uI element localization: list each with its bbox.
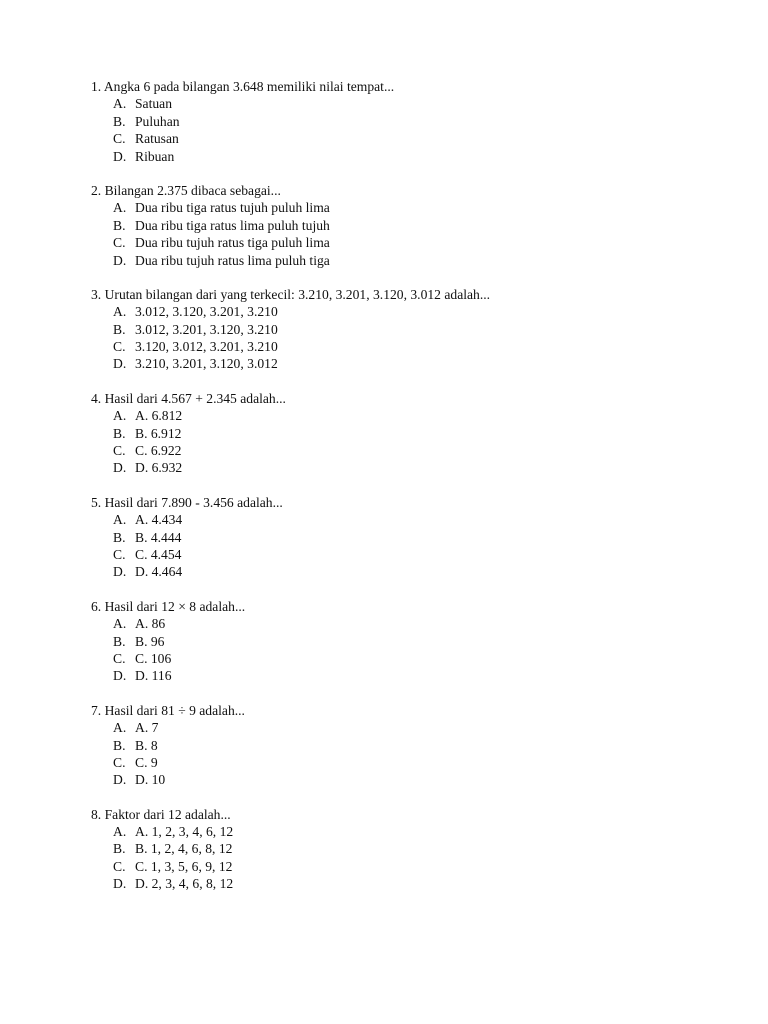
option-letter: D.	[113, 148, 127, 164]
option-text: D. 2, 3, 4, 6, 8, 12	[135, 876, 234, 892]
option-letter: B.	[113, 841, 126, 857]
question-text: 7. Hasil dari 81 ÷ 9 adalah...	[91, 702, 245, 718]
option-letter: C.	[113, 235, 126, 251]
option-list	[91, 407, 731, 477]
option-text: Ribuan	[135, 148, 175, 164]
answer-option	[91, 148, 731, 165]
answer-option	[91, 303, 731, 320]
option-list	[91, 95, 731, 165]
answer-option	[91, 529, 731, 546]
option-text: D. 6.932	[135, 460, 183, 476]
answer-option	[91, 719, 731, 736]
option-text: A. 7	[135, 720, 159, 736]
option-letter: D.	[113, 252, 127, 268]
question-block	[91, 494, 731, 581]
question-text: 3. Urutan bilangan dari yang terkecil: 3.210, 3.201, 3.120, 3.012 adalah...	[91, 286, 491, 302]
question-text: 6. Hasil dari 12 × 8 adalah...	[91, 598, 246, 614]
option-text: C. 4.454	[135, 546, 182, 562]
answer-option	[91, 546, 731, 563]
option-text: C. 6.922	[135, 443, 182, 459]
answer-option	[91, 858, 731, 875]
question-block	[91, 286, 731, 373]
option-text: 3.120, 3.012, 3.201, 3.210	[135, 339, 278, 355]
question-text: 1. Angka 6 pada bilangan 3.648 memiliki nilai tempat...	[91, 79, 395, 94]
question-block	[91, 78, 731, 165]
option-list	[91, 719, 731, 789]
option-letter: A.	[113, 96, 127, 112]
option-letter: D.	[113, 460, 127, 476]
answer-option	[91, 355, 731, 372]
answer-option	[91, 234, 731, 251]
option-text: D. 10	[135, 772, 166, 788]
answer-option	[91, 338, 731, 355]
option-list	[91, 303, 731, 373]
option-text: C. 1, 3, 5, 6, 9, 12	[135, 858, 233, 874]
answer-option	[91, 840, 731, 857]
option-letter: C.	[113, 546, 126, 562]
option-letter: A.	[113, 200, 127, 216]
option-text: B. 96	[135, 633, 165, 649]
option-text: A. 4.434	[135, 512, 183, 528]
option-text: A. 6.812	[135, 408, 183, 424]
answer-option	[91, 95, 731, 112]
answer-option	[91, 199, 731, 216]
question-block	[91, 598, 731, 685]
option-text: B. 6.912	[135, 425, 182, 441]
question-text: 4. Hasil dari 4.567 + 2.345 adalah...	[91, 390, 286, 406]
option-letter: A.	[113, 512, 127, 528]
answer-option	[91, 650, 731, 667]
option-text: C. 9	[135, 754, 158, 770]
option-text: B. 4.444	[135, 529, 182, 545]
option-letter: C.	[113, 650, 126, 666]
option-letter: D.	[113, 772, 127, 788]
option-text: Puluhan	[135, 113, 180, 129]
answer-option	[91, 459, 731, 476]
answer-option	[91, 667, 731, 684]
option-text: 3.012, 3.201, 3.120, 3.210	[135, 321, 278, 337]
option-text: Ratusan	[135, 131, 179, 147]
answer-option	[91, 217, 731, 234]
option-list	[91, 615, 731, 685]
option-text: Dua ribu tujuh ratus lima puluh tiga	[135, 252, 330, 268]
answer-option	[91, 823, 731, 840]
question-text: 5. Hasil dari 7.890 - 3.456 adalah...	[91, 494, 283, 510]
option-letter: A.	[113, 824, 127, 840]
question-block	[91, 806, 731, 893]
option-text: C. 106	[135, 650, 172, 666]
answer-option	[91, 130, 731, 147]
option-text: Dua ribu tujuh ratus tiga puluh lima	[135, 235, 330, 251]
option-letter: A.	[113, 408, 127, 424]
answer-option	[91, 737, 731, 754]
answer-option	[91, 875, 731, 892]
answer-option	[91, 771, 731, 788]
option-letter: B.	[113, 425, 126, 441]
answer-option	[91, 754, 731, 771]
answer-option	[91, 321, 731, 338]
option-letter: D.	[113, 668, 127, 684]
question-list	[91, 78, 731, 910]
answer-option	[91, 511, 731, 528]
option-letter: C.	[113, 339, 126, 355]
question-block	[91, 390, 731, 477]
option-text: Dua ribu tiga ratus tujuh puluh lima	[135, 200, 330, 216]
answer-option	[91, 442, 731, 459]
option-list	[91, 511, 731, 581]
answer-option	[91, 407, 731, 424]
answer-option	[91, 252, 731, 269]
question-block	[91, 702, 731, 789]
option-letter: B.	[113, 737, 126, 753]
answer-option	[91, 113, 731, 130]
question-text: 8. Faktor dari 12 adalah...	[91, 806, 231, 822]
option-text: 3.210, 3.201, 3.120, 3.012	[135, 356, 278, 372]
answer-option	[91, 633, 731, 650]
option-text: D. 4.464	[135, 564, 183, 580]
question-block	[91, 182, 731, 269]
option-letter: B.	[113, 529, 126, 545]
answer-option	[91, 615, 731, 632]
option-text: Satuan	[135, 96, 172, 112]
option-letter: C.	[113, 858, 126, 874]
answer-option	[91, 425, 731, 442]
option-text: D. 116	[135, 668, 172, 684]
option-letter: D.	[113, 876, 127, 892]
option-letter: A.	[113, 616, 127, 632]
option-letter: C.	[113, 443, 126, 459]
option-list	[91, 199, 731, 269]
option-letter: B.	[113, 217, 126, 233]
option-letter: B.	[113, 321, 126, 337]
option-text: B. 1, 2, 4, 6, 8, 12	[135, 841, 233, 857]
option-letter: D.	[113, 356, 127, 372]
option-letter: C.	[113, 131, 126, 147]
option-text: A. 1, 2, 3, 4, 6, 12	[135, 824, 234, 840]
option-letter: B.	[113, 113, 126, 129]
question-text: 2. Bilangan 2.375 dibaca sebagai...	[91, 182, 281, 198]
option-letter: D.	[113, 564, 127, 580]
option-letter: A.	[113, 304, 127, 320]
option-text: B. 8	[135, 737, 158, 753]
option-text: A. 86	[135, 616, 166, 632]
answer-option	[91, 563, 731, 580]
option-letter: A.	[113, 720, 127, 736]
option-text: 3.012, 3.120, 3.201, 3.210	[135, 304, 278, 320]
option-letter: C.	[113, 754, 126, 770]
option-letter: B.	[113, 633, 126, 649]
option-list	[91, 823, 731, 893]
option-text: Dua ribu tiga ratus lima puluh tujuh	[135, 217, 330, 233]
